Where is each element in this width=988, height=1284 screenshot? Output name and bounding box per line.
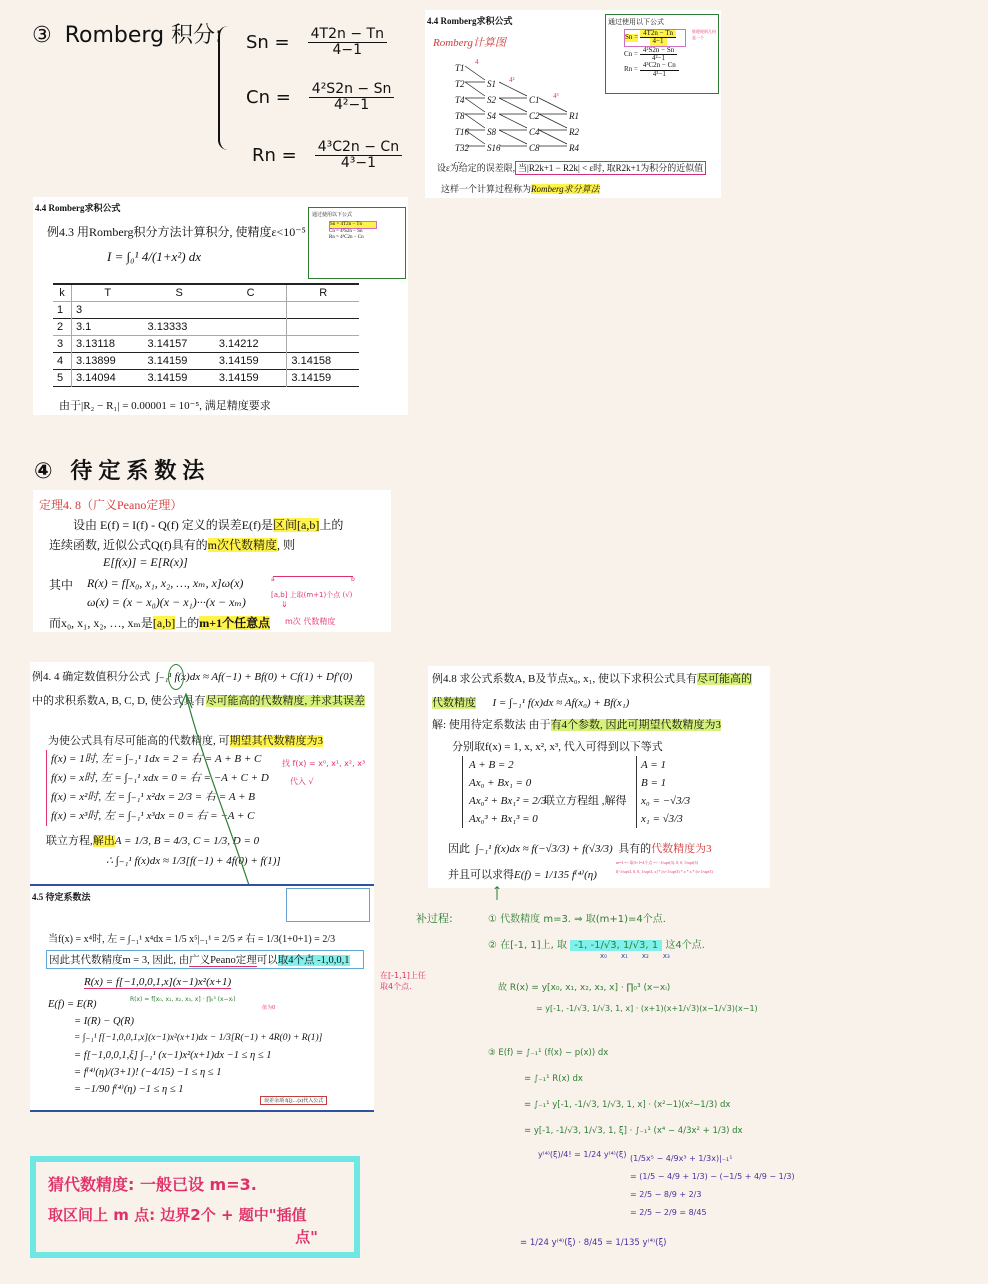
notes-arrow-up: ↑ [492,884,503,898]
integral: I = ∫₀¹ 4/(1+x²) dx [107,249,202,264]
ex48-therefore: 因此 ∫₋₁¹ f(x)dx ≈ f(−√3/3) + f(√3/3) 具有的代数精度为3 [448,843,712,855]
theorem-line3: E[f(x)] = E[R(x)] [103,555,188,569]
ef-derivation: E(f) = E(R) = I(R) − Q(R) = ∫₋₁¹ f[−1,0,0,1,x](x−1)x²(x+1)dx − 1/3[R(−1) + 4R(0) + R(1)] = f[−1,0,0,1,ξ] ∫₋₁¹ (x−1)x²(x+1)dx −1 ≤ η ≤ 1 = f⁽⁴⁾(η)/(3+1)! (−4/15) −1 ≤ η ≤ 1 = −1/90 f⁽⁴⁾(η) −1 ≤ η ≤ 1 [48,999,323,1095]
theorem-line5: ω(x) = (x − x₀)(x − x₁)···(x − xₘ) [87,595,246,609]
notes-final: = 1/24 y⁽⁴⁾(ξ) · 8/45 = 1/135 y⁽⁴⁾(ξ) [520,1238,667,1248]
annot-find-fx: 找 f(x) = x⁰, x¹, x², x³ [282,759,366,768]
slide-heading: 4.4 Romberg求积公式 [427,16,513,26]
theorem-line1: 设由 E(f) = I(f) - Q(f) 定义的误差E(f)是区间[a,b]上的 [73,518,344,532]
section-number: ④ [34,459,53,484]
example48-slide [428,666,770,888]
table-row: 4 3.13899 3.14159 3.14159 3.14158 [53,353,359,370]
section-title: Romberg 积分: [64,23,223,48]
theorem-line4-label: 其中 [49,578,74,592]
notes-right-col: (1/5x⁵ − 4/9x³ + 1/3x)|₋₁¹ = (1/5 − 4/9 + 1/3) − (−1/5 + 4/9 − 1/3) = 2/5 − 8/9 + 2/3 = 2/5 − 2/9 = 8/45 [630,1154,795,1217]
notes-step2: ② 在[-1, 1]上, 取 -1, -1/√3, 1/√3, 1 这4个点. [488,940,705,951]
formula-sn: Sn = $\frac{4T2n - Tn}{4-1}$ [246,16,402,68]
ex48-line1: 例4.8 求公式系数A, B及节点x₀, x₁, 使以下求积公式具有尽可能高的 [432,673,752,685]
x4-line: 当f(x) = x⁴时, 左 = ∫₋₁¹ x⁴dx = 1/5 x⁵|₋₁¹ = 2/5 ≠ 右 = 1/3(1+0+1) = 2/3 [48,934,336,945]
s-column: S1 S2 S4 S8 S16 [487,79,501,153]
notes-step1: ① 代数精度 m=3. ⇒ 取(m+1)=4个点. [488,914,666,925]
formula-box: 通过使用以下公式 Sn = $\frac{4T2n - Tn}{4-1}$ Cn = $\frac{\text{4²S2n − Sn}}{\text{4²−1}}$ Rn = $\frac{\text{4³C2n − Cn}}{\text{4³−1}}$ 推理规则几何是一个 [605,14,719,94]
ex44-therefore: ∴ ∫₋₁¹ f(x)dx ≈ 1/3[f(−1) + 4f(0) + f(1)] [106,855,281,867]
table-row: 1 3 [53,302,359,319]
right-system: A = 1 B = 1 x₀ = −√3/3 x₁ = √3/3 [636,756,690,828]
theorem-line6: 而x₀, x₁, x₂, …, xₘ是[a,b]上的m+1个任意点 [49,616,271,630]
tiny-note-2: f[-1/sqrt3, 0, 0, 1/sqrt3, x] * (x+1/sqrt3) * x * x * (x-1/sqrt3) [616,869,713,874]
section-title: 待定系数法 [70,459,211,484]
notes-label: 补过程: [416,912,453,925]
annot-4cube: 4³ [553,92,559,100]
rx-line: R(x) = f[−1,0,0,1,x](x−1)x²(x+1) [84,976,232,988]
peano-theorem-slide: 定理4. 8（广义Peano定理） 设由 E(f) = I(f) - Q(f) 定义的误差E(f)是区间[a,b]上的 连续函数, 近似公式Q(f)具有的m次代数精度, 则 E[f(x)] = E[R(x)] 其中 R(x) = f[x₀, x₁, x₂, …, xₘ, x]ω(x) ω(x) = (x − x₀)(x − x₁)···(x − xₘ) 而x₀, x₁, x₂, …, xₘ是[a,b]上的m+1个任意点 a b [a,b] 上取(m+1)个点 (√) ⇓ m次 代数精度 [33,490,391,632]
notes-step3: ③ E(f) = ∫₋₁¹ (f(x) − p(x)) dx = ∫₋₁¹ R(x) dx = ∫₋₁¹ y[-1, -1/√3, 1/√3, 1, x] · (x²−1)(x²−1/3) dx = y[-1, -1/√3, 1/√3, 1, ξ] · ∫₋₁¹ (x⁴ − 4/3x² + 1/3) dx [488,1048,743,1136]
problem-text: 例4.3 用Romberg积分方法计算积分, 使精度ε<10⁻⁵ [47,225,306,239]
slide-heading: 4.5 待定系数法 [32,892,91,902]
notes-left-col: y⁽⁴⁾(ξ)/4! = 1/24 y⁽⁴⁾(ξ) [538,1150,627,1159]
summary-box [30,1156,360,1258]
formula-box-mini: 通过使用以下公式 Sn = 4T2n − Tn Cn = 4²S2n − Sn Rn = 4³C2n − Cn [308,207,406,279]
footer-line: 这样一个计算过程称为Romberg求分算法 [441,184,600,194]
slide-heading: 4.4 Romberg求积公式 [35,203,121,213]
annot-interval: [a,b] 上取(m+1)个点 (√) [271,591,353,599]
ex44-line1: 例4. 4 确定数值积分公式 ∫₋₁¹ f(x)dx ≈ Af(−1) + Bf(0) + Cf(1) + Df′(0) [32,671,353,683]
notes-r-line1: 故 R(x) = y[x₀, x₁, x₂, x₃, x] · ∏₀³ (x−xᵢ) [498,983,671,993]
annot-precision: m次 代数精度 [285,617,336,626]
annot-substitute: 代入 √ [290,777,314,786]
ex44-line2: 中的求积系数A, B, C, D, 使公式具有尽可能高的代数精度, 并求其误差 [32,695,366,707]
formula-cn: Cn = $\frac{\text{4²S2n − Sn}}{\text{4²−1}}$ [246,68,402,126]
section-number: ③ [32,23,52,48]
summary-line3: 点" [295,1228,318,1246]
ex44-solve: 联立方程,解出A = 1/3, B = 4/3, C = 1/3, D = 0 [46,835,260,847]
conclusion-text: 由于|R₂ − R₁| = 0.00001 = 10⁻⁵, 满足精度要求 [59,400,271,412]
theorem-line2: 连续函数, 近似公式Q(f)具有的m次代数精度, 则 [49,538,296,552]
table-row: 3 3.13118 3.14157 3.14212 [53,336,359,353]
summary-line1: 猜代数精度: 一般已设 m=3. [48,1175,257,1194]
rx-note: R(x) = f[x₀, x₁, x₂, x₃, x] · ∏₀³ (x−xᵢ) [130,996,236,1003]
ex48-line4: 分别取f(x) = 1, x, x², x³, 代入可得到以下等式 [452,741,663,753]
ex44-line3: 为使公式具有尽可能高的代数精度, 可期望其代数精度为3 [48,735,323,747]
section45-slide [30,884,374,1112]
summary-line2: 取区间上 m 点: 边界2个 + 题中"插值 [48,1206,307,1224]
annot-take-4-points: 在[-1,1]上任取4个点. [380,971,426,991]
ex48-error: 并且可以求得E(f) = 1/135 f⁽⁴⁾(η) [448,869,597,881]
t-column: T1 T2 T4 T8 T16 T32 … [455,63,470,165]
notes-r-line2: = y[-1, -1/√3, 1/√3, 1, x] · (x+1)(x+1/√3)(x−1/√3)(x−1) [536,1004,758,1013]
theorem-line4: R(x) = f[x₀, x₁, x₂, …, xₘ, x]ω(x) [87,576,244,590]
boxed-conclusion: 因此其代数精度m = 3, 因此, 由广义Peano定理可以取4个点 -1,0,0,1 [46,950,364,969]
ex48-line3: 解: 使用待定系数法 由于有4个参数, 因此可期望代数精度为3 [432,719,722,731]
c-column: C1 C2 C4 C8 [529,95,540,153]
thumbnail [286,888,370,922]
tiny-note-1: m=3 => 取3+1=4个点 => -1/sqrt(3), 0, 0, 1/sqrt(3) [616,860,698,865]
slide-subtitle: Romberg计算图 [433,37,506,49]
table-header: k T S C R [53,284,359,302]
condition-line: 设ε为给定的误差限, 当|R2k+1 − R2k| < ε时, 取R2k+1为积分的近似值 [437,161,706,174]
ex48-line2: 代数精度 I = ∫₋₁¹ f(x)dx ≈ Af(x₀) + Bf(x₁) [432,697,630,709]
annot-4sq: 4² [509,76,515,84]
r-column: R1 R2 R4 [569,111,579,153]
table-row: 5 3.14094 3.14159 3.14159 3.14159 [53,370,359,387]
equation-system: f(x) = 1时, 左 = ∫₋₁¹ 1dx = 2 = 右 = A + B + C f(x) = x时, 左 = ∫₋₁¹ xdx = 0 = 右 = −A + C + D f(x) = x²时, 左 = ∫₋₁¹ x²dx = 2/3 = 右 = A + B f(x) = x³时, 左 = ∫₋₁¹ x³dx = 0 = 右 = −A + C [46,750,269,826]
annot-zero: 值为0 [262,1005,276,1011]
formula-rn: Rn = $\frac{\text{4³C2n − Cn}}{\text{4³−1}}$ [246,126,402,184]
small-formula-box: 误差余项 f(ξ)…(x)代入公式 [260,1096,327,1105]
mid-text: 联立方程组 ,解得 [544,795,627,807]
notes-subscripts: x₀ x₁ x₂ x₃ [600,952,670,960]
annot-4: 4 [475,58,479,66]
left-system: A + B = 2 Ax₀ + Bx₁ = 0 Ax₀² + Bx₁² = 2/3 Ax₀³ + Bx₁³ = 0 [462,756,546,828]
table-row: 2 3.1 3.13333 [53,319,359,336]
theorem-title: 定理4. 8（广义Peano定理） [39,498,183,512]
